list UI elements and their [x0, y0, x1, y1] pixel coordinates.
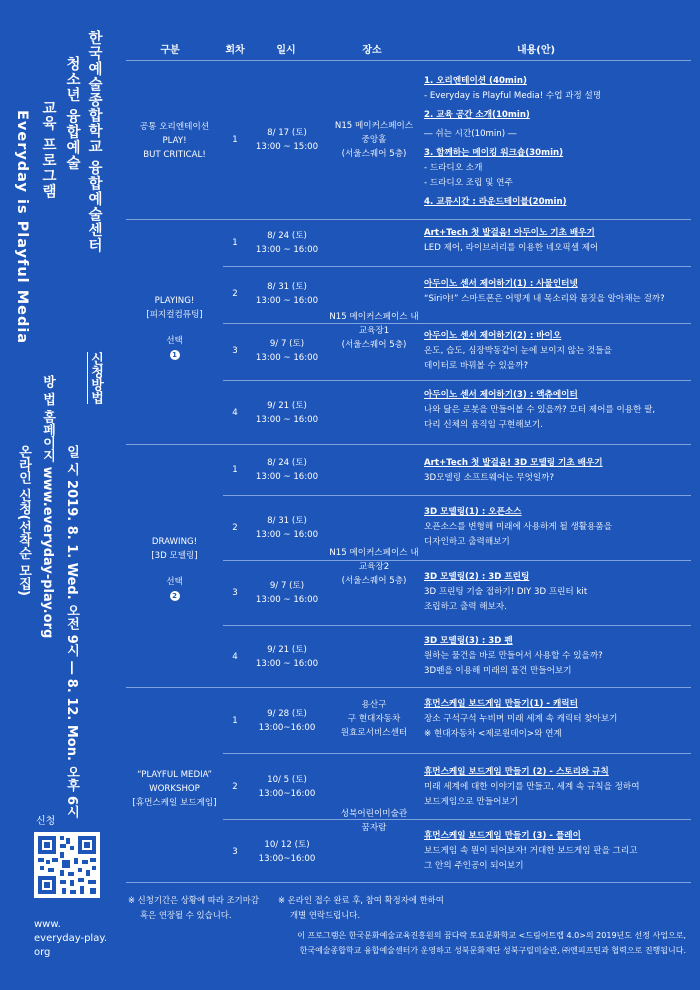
divider — [126, 60, 691, 61]
divider — [223, 560, 691, 561]
date-cell: 9/ 7 (토) 13:00 ~ 16:00 — [255, 339, 319, 363]
place-cell: N15 메이커스페이스 중앙홀 (서울스퀘어 5층) — [334, 121, 414, 159]
date-cell: 9/ 28 (토) 13:00~16:00 — [258, 709, 316, 733]
header-round: 회차 — [225, 45, 245, 56]
divider — [126, 882, 691, 883]
apply-online: 온라인 신청(선착순 모집) — [16, 445, 31, 596]
round-cell: 1 — [232, 135, 238, 145]
round-cell: 2 — [232, 289, 238, 299]
qr-code-icon[interactable] — [34, 832, 100, 898]
date-cell: 9/ 7 (토) 13:00 ~ 16:00 — [255, 581, 319, 605]
place-cell: 용산구 구 현대자동차 원효로서비스센터 — [340, 700, 408, 738]
apply-method: 방 법 홈페이지 www.everyday-play.org — [40, 375, 55, 639]
content-cell: 휴먼스케일 보드게임 만들기 (2) - 스토리와 규칙 미래 세계에 대한 이야기를 만들고, 세계 속 규칙을 정하여 보드게임으로 만들어보기 — [424, 767, 640, 807]
qr-label: 신청 — [36, 816, 56, 827]
content-cell: 아두이노 센서 제어하기(3) : 액츄에이터 나와 닮은 로봇을 만들어볼 수 있을까? 모터 제어를 이용한 팔, 다리 신체의 움직임 구현해보기. — [424, 390, 656, 430]
round-cell: 1 — [232, 465, 238, 475]
divider — [223, 323, 691, 324]
content-cell: 아두이노 센서 제어하기(1) : 사물인터넷 “Siri야!” 스마트폰은 어떻게 내 목소리와 몸짓을 알아채는 걸까? — [424, 279, 665, 304]
apply-date: 일 시 2019. 8. 1. Wed. 오전 9시 ― 8. 12. Mon. 오후 6시 — [64, 445, 79, 819]
divider — [223, 625, 691, 626]
divider — [223, 495, 691, 496]
title-line4: Everyday is Playful Media — [14, 110, 30, 345]
content-cell: 3D 모델링(2) : 3D 프린팅 3D 프린팅 기술 접하기! DIY 3D 프린터 kit 조립하고 출력 해보자. — [424, 572, 588, 612]
date-cell: 9/ 21 (토) 13:00 ~ 16:00 — [255, 645, 319, 669]
header-category: 구분 — [160, 45, 180, 56]
date-cell: 10/ 5 (토) 13:00~16:00 — [258, 775, 316, 799]
divider — [126, 444, 691, 445]
content-cell: Art+Tech 첫 발걸음! 3D 모델링 기초 배우기 3D모델링 소프트웨어는 무엇일까? — [424, 458, 603, 483]
round-cell: 3 — [232, 847, 238, 857]
table-header — [126, 32, 691, 60]
group-drawing: DRAWING! [3D 모델링] 선택 2 — [151, 537, 198, 600]
date-cell: 8/ 24 (토) 13:00 ~ 16:00 — [255, 458, 319, 482]
footer-credit: 이 프로그램은 한국문화예술교육진흥원의 꿈다락 토요문화학교 <드림어트랩 4.0>의 2019년도 선정 사업으로, 한국예술종합학교 융합예술센터가 운영하고 성북문화재단 성북구립미술관, ㈜엔피프틴과 협력으로 진행됩니다. — [297, 931, 686, 955]
schedule-table — [126, 32, 691, 871]
date-cell: 10/ 12 (토) 13:00~16:00 — [258, 840, 316, 864]
number-badge: 2 — [170, 591, 180, 601]
qr-url[interactable]: www. everyday-play. org — [34, 919, 108, 958]
date-cell: 8/ 17 (토) 13:00 ~ 15:00 — [255, 128, 319, 152]
content-cell: Art+Tech 첫 발걸음! 아두이노 기초 배우기 LED 제어, 라이브러리를 이용한 네오픽셀 제어 — [424, 228, 599, 253]
footer-note-2: ※ 온라인 접수 완료 후, 참여 확정자에 한하여 개별 연락드립니다. — [278, 895, 444, 920]
round-cell: 1 — [232, 238, 238, 248]
round-cell: 4 — [232, 652, 238, 662]
date-cell: 8/ 31 (토) 13:00 ~ 16:00 — [255, 282, 319, 306]
divider — [223, 819, 691, 820]
place-cell: N15 메이커스페이스 내 교육장1 (서울스퀘어 5층) — [329, 312, 419, 350]
footer-note-1: ※ 신청기간은 상황에 따라 조기마감 혹은 연장될 수 있습니다. — [128, 895, 259, 920]
round-cell: 2 — [232, 782, 238, 792]
divider — [223, 753, 691, 754]
content-cell: 휴먼스케일 보드게임 만들기 (3) - 플레이 보드게임 속 뭔이 되어보자! 거대한 보드게임 판을 그리고 그 안의 주인공이 되어보기 — [424, 831, 638, 871]
date-cell: 9/ 21 (토) 13:00 ~ 16:00 — [255, 401, 319, 425]
content-cell: 휴먼스케일 보드게임 만들기(1) - 캐릭터 장소 구석구석 누비며 미래 세계 속 캐릭터 찾아보기 ※ 현대자동차 <제로원데이>와 연계 — [424, 699, 618, 739]
header-date: 일시 — [276, 45, 296, 56]
divider — [223, 380, 691, 381]
content-cell: 3D 모델링(3) : 3D 펜 원하는 물건을 바로 만들어서 사용할 수 있을까? 3D펜을 이용해 미래의 물건 만들어보기 — [424, 636, 603, 676]
round-cell: 2 — [232, 523, 238, 533]
date-cell: 8/ 31 (토) 13:00 ~ 16:00 — [255, 516, 319, 540]
content-cell: 3D 모델링(1) : 오픈소스 오픈소스를 변형해 미래에 사용하게 될 생활용품을 디자인하고 출력해보기 — [424, 507, 612, 547]
group-playing: PLAYING! [피지컬컴퓨팅] 선택 1 — [146, 296, 203, 359]
divider — [126, 687, 691, 688]
content-cell: 1. 오리엔테이션 (40min) - Everyday is Playful Media! 수업 과정 설명 2. 교육 공간 소개(10min) ― 쉬는 시간(10min) ― 3. 함께하는 메이킹 워크숍(30min) - 드라디오 소개 - 드라디오 조립 및 연주 4. 교류시간 : 라운드테이블(20min) — [424, 76, 602, 207]
title-line3: 교육 프로그램 — [40, 100, 56, 200]
group-workshop: “PLAYFUL MEDIA” WORKSHOP [휴먼스케일 보드게임] — [132, 770, 217, 808]
place-cell: 성북어린이미술관 꿈자람 — [340, 809, 408, 833]
round-cell: 3 — [232, 346, 238, 356]
content-cell: 아두이노 센서 제어하기(2) : 바이오 온도, 습도, 심장박동같이 눈에 보이지 않는 것들을 데이터로 바꿔볼 수 있을까? — [424, 331, 612, 371]
divider — [223, 266, 691, 267]
title-line1: 한국예술종합학교 융합예술센터 — [86, 30, 102, 254]
header-place: 장소 — [362, 45, 382, 56]
divider — [126, 219, 691, 220]
place-cell: N15 메이커스페이스 내 교육장2 (서울스퀘어 5층) — [329, 548, 419, 586]
title-line2: 청소년 융합예술 — [64, 56, 80, 171]
number-badge: 1 — [170, 350, 180, 360]
header-content: 내용(안) — [516, 45, 556, 56]
apply-heading: 신청방법 — [88, 352, 103, 404]
round-cell: 1 — [232, 716, 238, 726]
round-cell: 4 — [232, 408, 238, 418]
round-cell: 3 — [232, 588, 238, 598]
date-cell: 8/ 24 (토) 13:00 ~ 16:00 — [255, 231, 319, 255]
group-orientation: 공통 오리엔테이션 PLAY! BUT CRITICAL! — [139, 122, 210, 160]
